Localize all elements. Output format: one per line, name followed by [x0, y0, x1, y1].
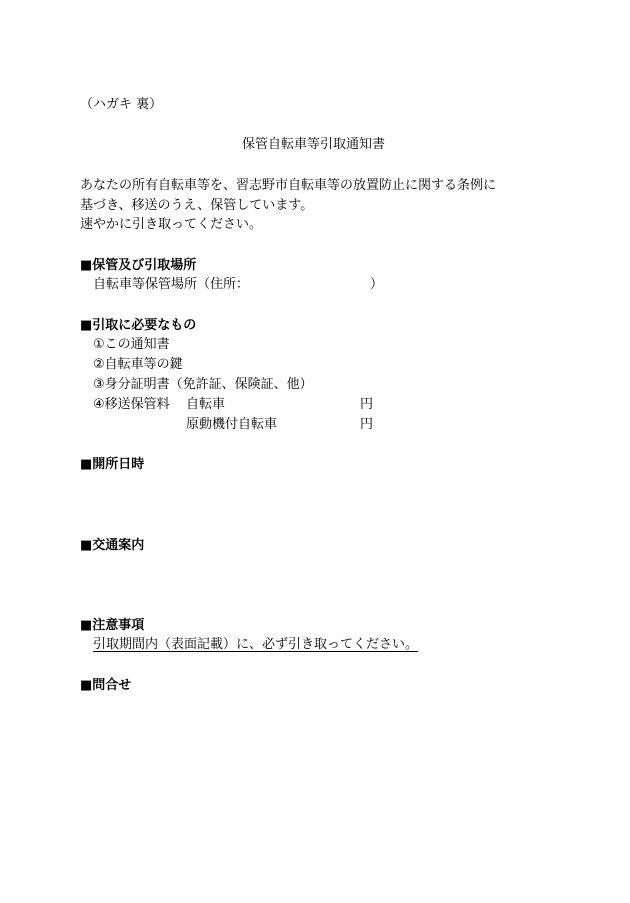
fee-unit-moped: 円	[360, 417, 374, 432]
storage-place-label: 自転車等保管場所（住所：	[93, 277, 250, 292]
required-item: ①この通知書	[93, 337, 170, 352]
card-side-label: （ハガキ 裏）	[80, 97, 163, 112]
fee-unit-bicycle: 円	[360, 397, 374, 412]
intro-line-1: あなたの所有自転車等を、習志野市自転車等の放置防止に関する条例に	[80, 178, 497, 193]
storage-heading: ■保管及び引取場所	[80, 258, 197, 273]
required-item: ②自転車等の鍵	[93, 357, 183, 372]
notes-text: 引取期間内（表面記載）に、必ず引き取ってください。	[93, 637, 419, 652]
intro-line-2: 基づき、移送のうえ、保管しています。	[80, 198, 314, 213]
fee-type-moped: 原動機付自転車	[186, 417, 278, 432]
required-item: ③身分証明書（免許証、保険証、他）	[93, 377, 313, 392]
document-title: 保管自転車等引取通知書	[242, 137, 386, 152]
contact-heading: ■問合せ	[80, 678, 132, 693]
storage-place-close: ）	[370, 277, 384, 292]
fee-label: ④移送保管料	[93, 397, 170, 412]
fee-type-bicycle: 自転車	[186, 397, 226, 412]
hours-heading: ■開所日時	[80, 457, 145, 472]
intro-line-3: 速やかに引き取ってください。	[80, 217, 263, 232]
notes-heading: ■注意事項	[80, 618, 145, 633]
access-heading: ■交通案内	[80, 538, 145, 553]
required-heading: ■引取に必要なもの	[80, 318, 197, 333]
